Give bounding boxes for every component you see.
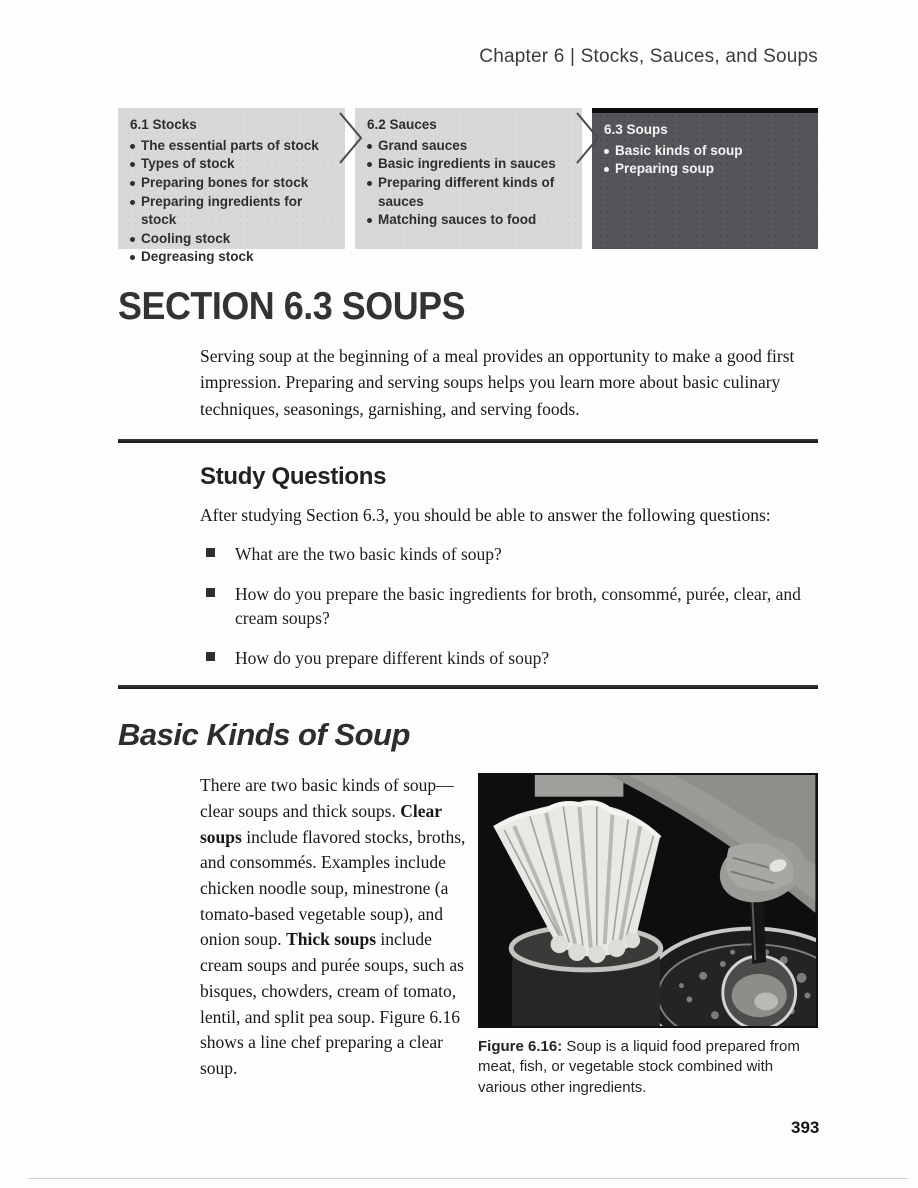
outline-item — [130, 174, 335, 193]
section-divider-rule — [118, 685, 818, 689]
outline-box-title: 6.3 Soups — [604, 122, 668, 137]
chapter-outline-row — [118, 108, 818, 265]
two-column-block — [200, 773, 818, 1098]
square-bullet-icon — [206, 548, 215, 557]
bullet-icon — [604, 167, 609, 172]
section-intro-paragraph: Serving soup at the beginning of a meal provides an opportunity to make a good first impression. Preparing and serving soups helps you learn more about basic culinary techniques, seasonings, garnishing, and serving foods. — [200, 346, 795, 419]
outline-item — [604, 142, 808, 161]
outline-item — [130, 230, 335, 249]
section-divider-rule — [118, 439, 818, 443]
bullet-icon — [367, 181, 372, 186]
study-question-text: How do you prepare different kinds of soup? — [235, 647, 550, 668]
bullet-icon — [130, 237, 135, 242]
outline-item-label: Grand sauces — [378, 137, 468, 153]
outline-item-label: Preparing soup — [615, 161, 715, 177]
square-bullet-icon — [206, 588, 215, 597]
outline-item — [130, 137, 335, 156]
figure-caption — [478, 1037, 814, 1098]
study-question-item — [200, 542, 818, 567]
outline-item — [367, 211, 572, 230]
page-number: 393 — [791, 1118, 820, 1137]
bullet-icon — [130, 255, 135, 260]
outline-item — [130, 248, 335, 267]
study-questions-heading: Study Questions — [200, 462, 387, 490]
square-bullet-icon — [206, 652, 215, 661]
bullet-icon — [130, 162, 135, 167]
study-questions-list — [200, 542, 818, 670]
outline-box-title: 6.1 Stocks — [130, 117, 197, 132]
bullet-icon — [130, 181, 135, 186]
figure-caption-text: Soup is a liquid food prepared from meat, fish, or vegetable stock combined with various other ingredients. — [478, 1038, 800, 1096]
chevron-right-icon — [337, 110, 365, 166]
basic-kinds-paragraph: There are two basic kinds of soup—clear soups and thick soups. Clear soups include flavored stocks, broths, and consommés. Examples include chicken noodle soup, minestrone (a tomato-based vegetable soup), and onion soup. Thick soups include cream soups and purée soups, such as bisques, chowders, cream of tomato, lentil, and split pea soup. Figure 6.16 shows a line chef preparing a clear soup. — [200, 775, 466, 1079]
outline-item — [604, 160, 808, 179]
figure-label: Figure 6.16: — [478, 1038, 563, 1056]
outline-item-label: The essential parts of stock — [141, 137, 319, 153]
outline-item-label: Matching sauces to food — [378, 212, 537, 228]
outline-box-sauces — [355, 108, 582, 249]
outline-item — [367, 137, 572, 156]
bullet-icon — [367, 218, 372, 223]
outline-item — [130, 193, 335, 230]
chevron-right-icon — [574, 110, 602, 166]
outline-box-soups-active — [592, 108, 818, 249]
outline-box-title: 6.2 Sauces — [367, 117, 437, 132]
outline-item-label: Types of stock — [141, 156, 235, 172]
outline-item-list — [130, 137, 335, 267]
outline-box-stocks — [118, 108, 345, 265]
outline-item-label: Preparing bones for stock — [141, 174, 309, 190]
figure-6-16 — [478, 773, 818, 1098]
study-question-text: What are the two basic kinds of soup? — [235, 544, 502, 565]
outline-item — [367, 155, 572, 174]
outline-item-list — [604, 142, 808, 179]
soup-straining-photo — [478, 773, 818, 1028]
outline-item-label: Preparing different kinds of sauces — [378, 174, 555, 209]
outline-item-label: Degreasing stock — [141, 249, 254, 265]
outline-item-label: Preparing ingredients for stock — [141, 193, 303, 228]
bullet-icon — [367, 162, 372, 167]
outline-item-list — [367, 137, 572, 230]
basic-kinds-heading: Basic Kinds of Soup — [118, 717, 410, 753]
outline-item-label: Basic ingredients in sauces — [378, 156, 556, 172]
scan-artifact-line — [28, 1178, 908, 1179]
study-question-item — [200, 582, 818, 631]
running-head: Chapter 6 | Stocks, Sauces, and Soups — [479, 46, 818, 67]
study-question-item — [200, 646, 818, 671]
study-questions-lead: After studying Section 6.3, you should be able to answer the following questions: — [200, 504, 771, 525]
bullet-icon — [130, 200, 135, 205]
outline-item-label: Cooling stock — [141, 230, 231, 246]
bullet-icon — [367, 144, 372, 149]
outline-item — [367, 174, 572, 211]
bullet-icon — [130, 144, 135, 149]
outline-item-label: Basic kinds of soup — [615, 142, 743, 158]
outline-item — [130, 155, 335, 174]
bullet-icon — [604, 149, 609, 154]
study-question-text: How do you prepare the basic ingredients for broth, consommé, purée, clear, and cream soups? — [235, 583, 801, 629]
section-heading: SECTION 6.3 SOUPS — [118, 285, 466, 328]
